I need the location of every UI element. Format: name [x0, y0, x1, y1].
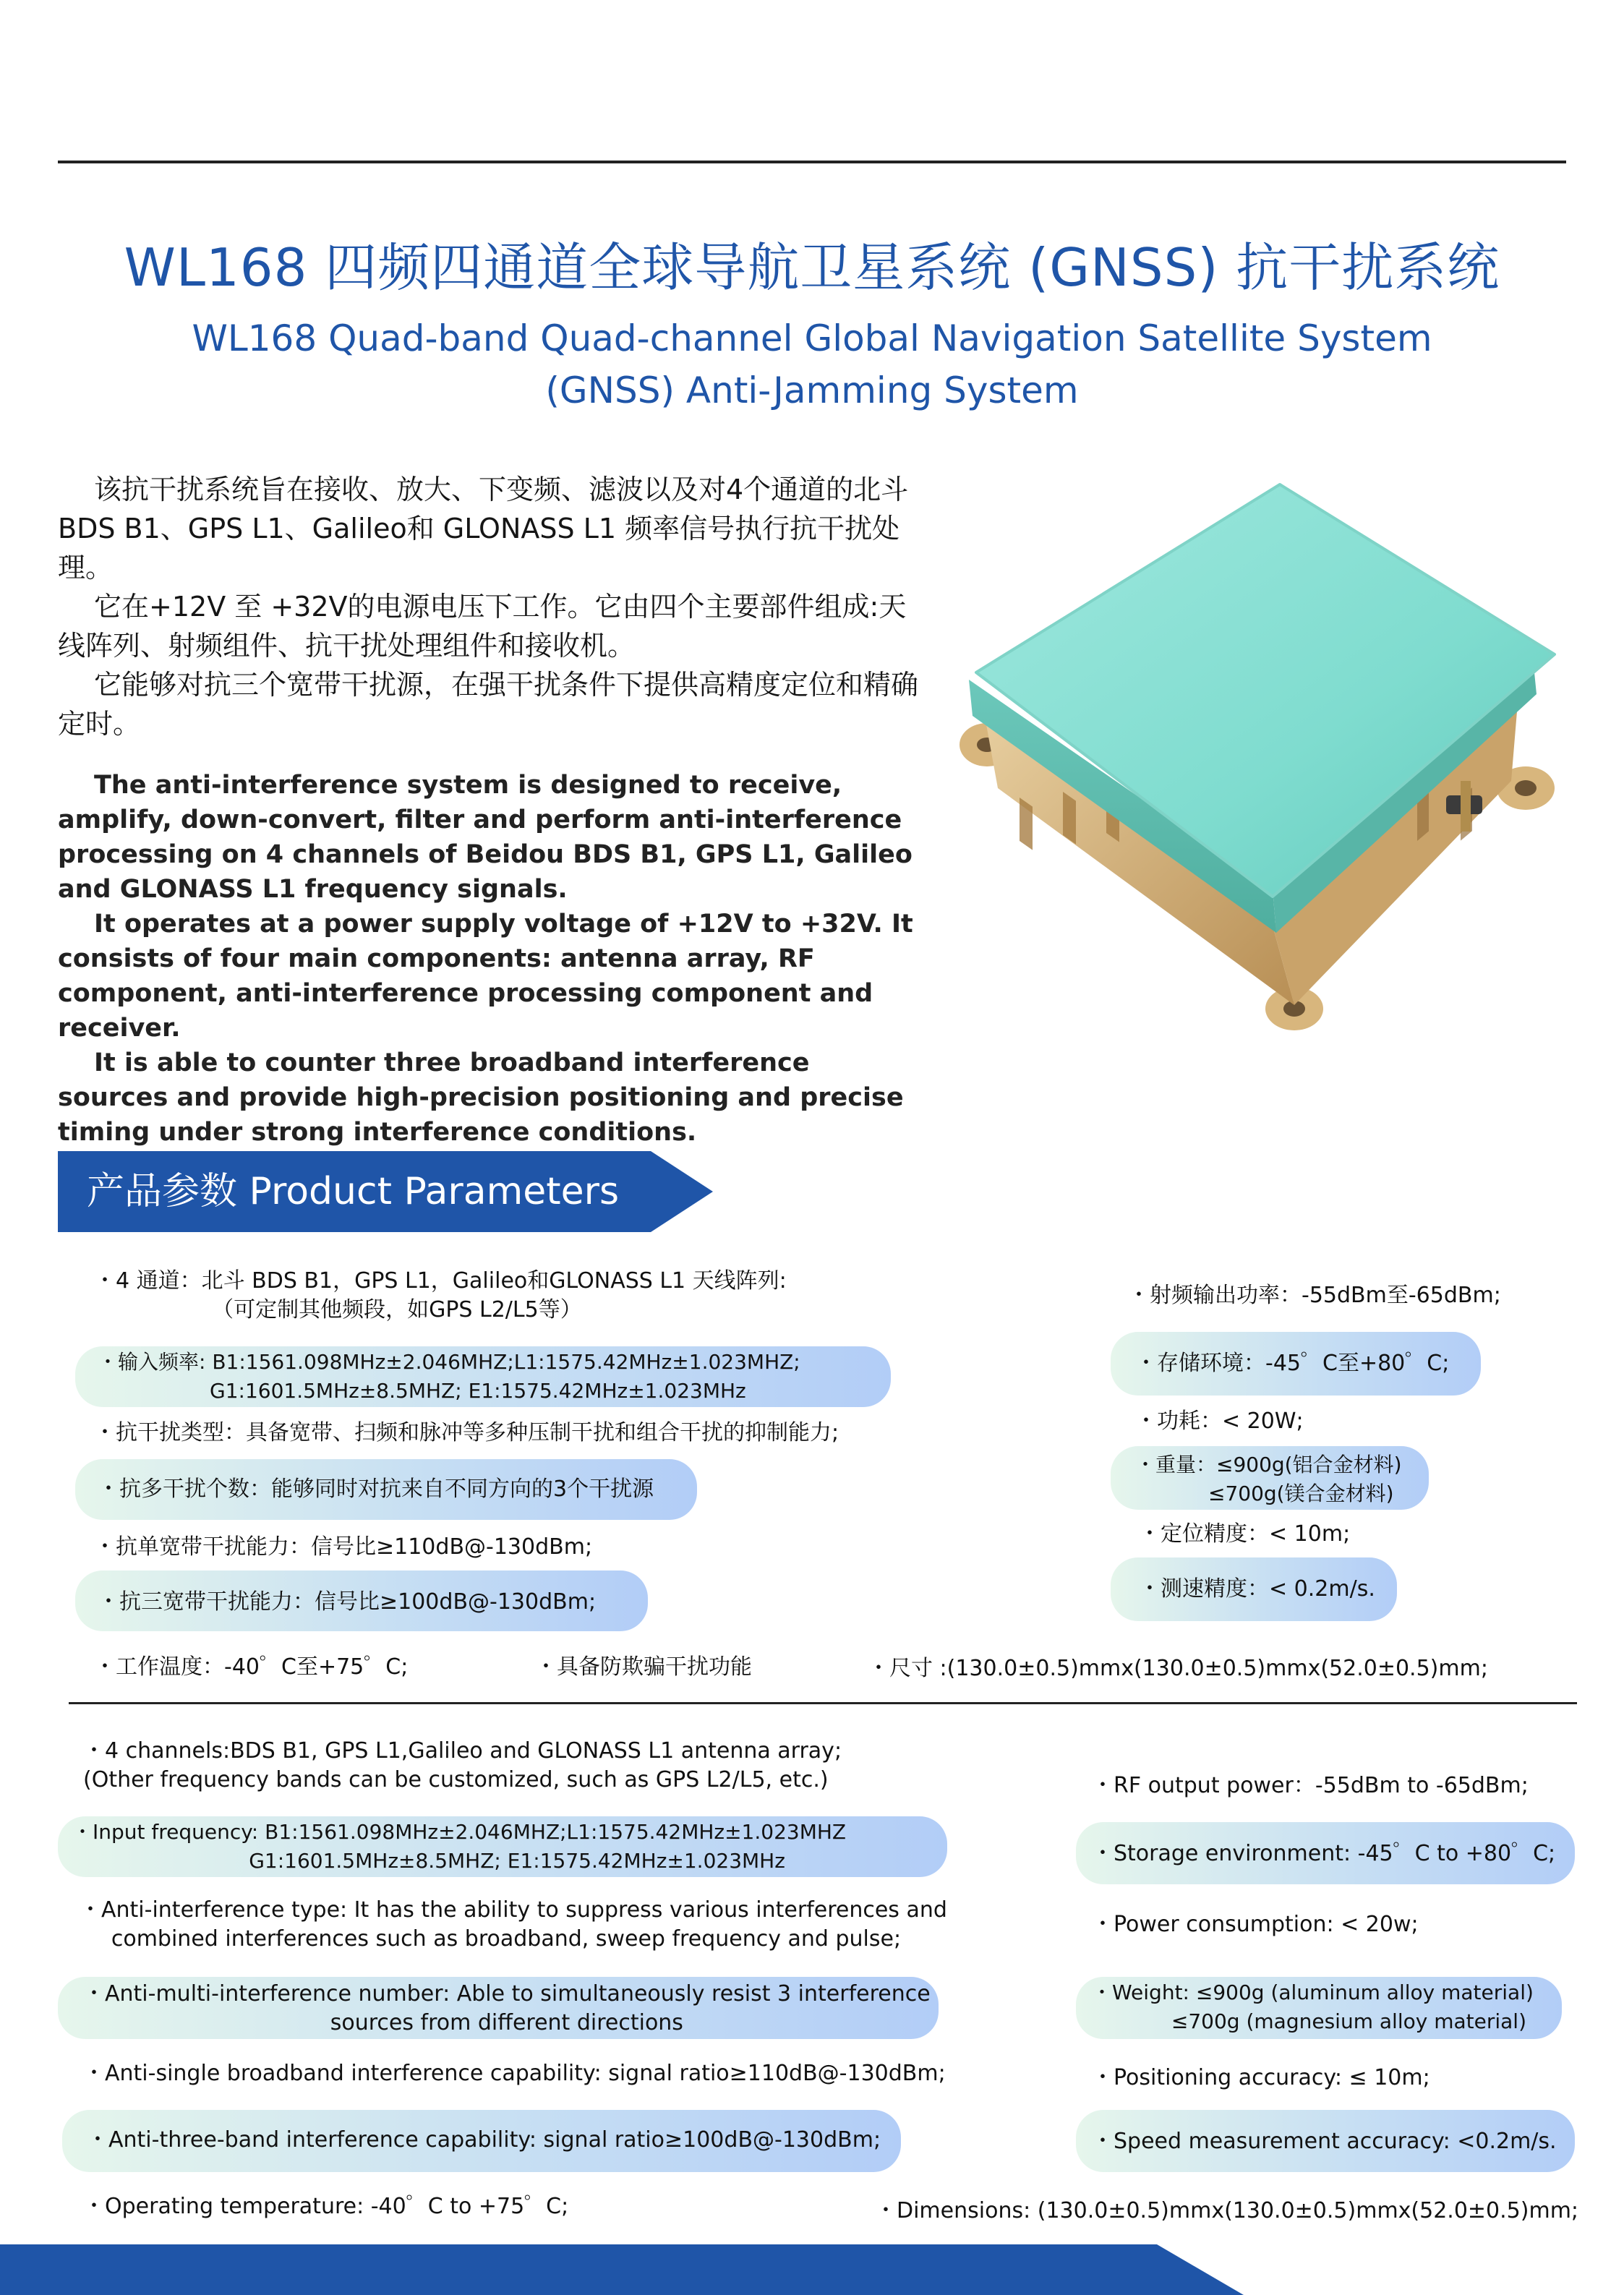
- param-interference-type-cn: ・抗干扰类型：具备宽带、扫频和脉冲等多种压制干扰和组合干扰的抑制能力;: [94, 1420, 839, 1445]
- param-dimensions-cn: ・尺寸 :(130.0±0.5)mmx(130.0±0.5)mmx(52.0±0.5)mm;: [868, 1656, 1488, 1681]
- param-dimensions-en: ・Dimensions: (130.0±0.5)mmx(130.0±0.5)mmx(52.0±0.5)mm;: [875, 2198, 1579, 2223]
- param-input-frequency-cn: ・输入频率: B1:1561.098MHz±2.046MHZ;L1:1575.42MHz±1.023MHZ; G1:1601.5MHz±8.5MHZ; E1:1575.42MHz±1.023MHz: [98, 1350, 800, 1403]
- param-weight-en: ・Weight: ≤900g (aluminum alloy material) ≤700g (magnesium alloy material): [1092, 1980, 1534, 2033]
- title-english-line2: (GNSS) Anti-Jamming System: [545, 369, 1079, 411]
- section-title: 产品参数 Product Parameters: [87, 1170, 620, 1213]
- param-multi-interference-cn: ・抗多干扰个数：能够同时对抗来自不同方向的3个干扰源: [98, 1476, 654, 1502]
- param-temperature-cn: ・工作温度：-40゜C至+75゜C;: [94, 1654, 409, 1680]
- param-three-band-en: ・Anti-three-band interference capability: signal ratio≥100dB@-130dBm;: [87, 2127, 881, 2153]
- param-interference-type-en: ・Anti-interference type: It has the ability to suppress various interferences and combined interferences such as broadband, sweep frequency and pulse;: [80, 1897, 947, 1952]
- param-three-band-cn: ・抗三宽带干扰能力：信号比≥100dB@-130dBm;: [98, 1589, 597, 1615]
- middle-rule: [69, 1702, 1577, 1704]
- intro-cn-paragraph: 它在+12V 至 +32V的电源电压下工作。它由四个主要部件组成:天线阵列、射频组件、抗干扰处理组件和接收机。: [58, 591, 907, 662]
- top-rule: [58, 161, 1566, 163]
- param-positioning-cn: ・定位精度：< 10m;: [1139, 1521, 1351, 1547]
- param-weight-cn: ・重量：≤900g(铝合金材料) ≤700g(镁合金材料): [1135, 1453, 1402, 1505]
- param-rf-power-cn: ・射频输出功率：-55dBm至-65dBm;: [1128, 1283, 1501, 1308]
- intro-english: [58, 768, 926, 1150]
- param-storage-cn: ・存储环境：-45゜C至+80゜C;: [1135, 1351, 1450, 1376]
- param-power-cn: ・功耗：< 20W;: [1135, 1409, 1304, 1434]
- param-speed-en: ・Speed measurement accuracy: <0.2m/s.: [1092, 2129, 1557, 2154]
- product-image: [954, 477, 1584, 1085]
- param-multi-interference-en: ・Anti-multi-interference number: Able to simultaneously resist 3 interference sources from different directions: [83, 1981, 931, 2035]
- title-chinese: WL168 四频四通道全球导航卫星系统 (GNSS) 抗干扰系统: [124, 237, 1500, 298]
- intro-en-paragraph: It operates at a power supply voltage of +12V to +32V. It consists of four main components: antenna array, RF component, anti-interference processing component and receiver.: [58, 910, 913, 1043]
- param-channels-en: ・4 channels:BDS B1, GPS L1,Galileo and GLONASS L1 antenna array; (Other frequency bands can be customized, such as GPS L2/L5, etc.): [83, 1738, 842, 1792]
- intro-en-paragraph: The anti-interference system is designed to receive, amplify, down-convert, filter and perform anti-interference processing on 4 channels of Beidou BDS B1, GPS L1, Galileo and GLONASS L1 frequency signals.: [58, 771, 913, 904]
- param-temperature-en: ・Operating temperature: -40゜C to +75゜C;: [83, 2194, 569, 2219]
- param-single-band-cn: ・抗单宽带干扰能力：信号比≥110dB@-130dBm;: [94, 1534, 593, 1560]
- intro-cn-paragraph: 该抗干扰系统旨在接收、放大、下变频、滤波以及对4个通道的北斗 BDS B1、GPS L1、Galileo和 GLONASS L1 频率信号执行抗干扰处理。: [58, 474, 909, 584]
- param-storage-en: ・Storage environment: -45゜C to +80゜C;: [1092, 1841, 1556, 1866]
- param-rf-power-en: ・RF output power：-55dBm to -65dBm;: [1092, 1773, 1529, 1798]
- param-power-en: ・Power consumption: < 20w;: [1092, 1912, 1419, 1937]
- bottom-bar: [0, 2244, 1624, 2295]
- param-positioning-en: ・Positioning accuracy: ≤ 10m;: [1092, 2065, 1430, 2090]
- title-english: [130, 312, 1494, 416]
- intro-en-paragraph: It is able to counter three broadband interference sources and provide high-precision positioning and precise timing under strong interference conditions.: [58, 1048, 904, 1147]
- param-single-band-en: ・Anti-single broadband interference capability: signal ratio≥110dB@-130dBm;: [83, 2061, 946, 2086]
- param-input-frequency-en: ・Input frequency: B1:1561.098MHz±2.046MHZ;L1:1575.42MHz±1.023MHZ G1:1601.5MHz±8.5MHZ; E1:1575.42MHz±1.023MHz: [72, 1820, 847, 1873]
- param-anti-spoof-cn: ・具备防欺骗干扰功能: [535, 1654, 752, 1680]
- title-english-line1: WL168 Quad-band Quad-channel Global Navigation Satellite System: [192, 317, 1432, 359]
- param-channels-cn: ・4 通道：北斗 BDS B1，GPS L1，Galileo和GLONASS L1 天线阵列: （可定制其他频段，如GPS L2/L5等）: [94, 1268, 787, 1322]
- intro-cn-paragraph: 它能够对抗三个宽带干扰源，在强干扰条件下提供高精度定位和精确定时。: [58, 669, 919, 740]
- intro-chinese: [58, 470, 926, 743]
- param-speed-cn: ・测速精度：< 0.2m/s.: [1139, 1576, 1375, 1602]
